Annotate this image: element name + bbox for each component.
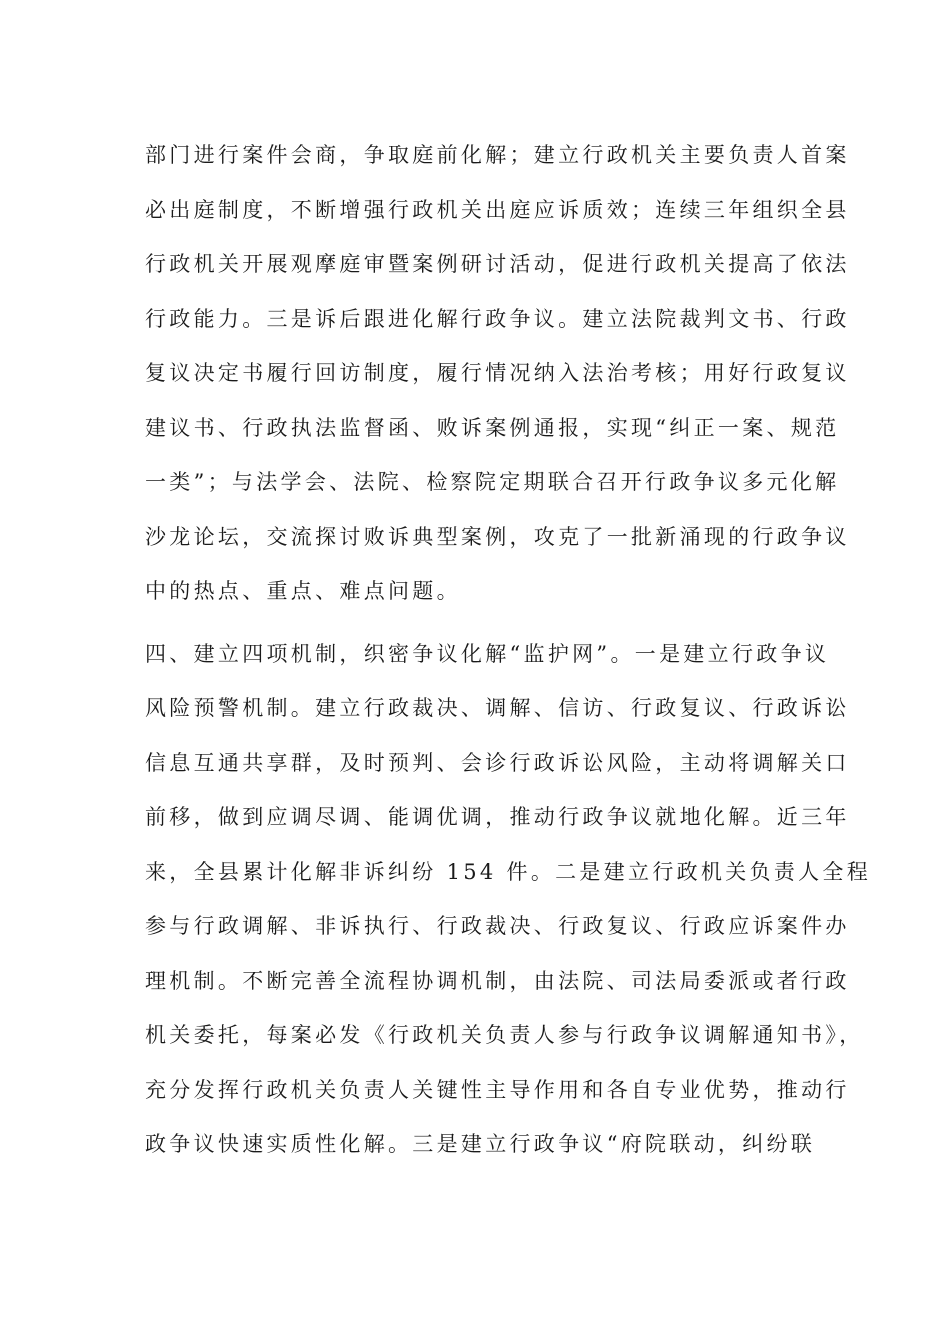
text-line: 部门进行案件会商，争取庭前化解；建立行政机关主要负责人首案 bbox=[145, 143, 850, 167]
text-line: 沙龙论坛，交流探讨败诉典型案例，攻克了一批新涌现的行政争议 bbox=[145, 524, 850, 549]
document-body bbox=[145, 128, 872, 1172]
text-line: 充分发挥行政机关负责人关键性主导作用和各自专业优势，推动行 bbox=[145, 1077, 850, 1102]
text-line: 复议决定书履行回访制度，履行情况纳入法治考核；用好行政复议 bbox=[145, 361, 850, 385]
text-line: 信息互通共享群，及时预判、会诊行政诉讼风险，主动将调解关口 bbox=[145, 750, 850, 775]
text-line: 参与行政调解、非诉执行、行政裁决、行政复议、行政应诉案件办 bbox=[145, 914, 850, 938]
text-line: 行政机关开展观摩庭审暨案例研讨活动，促进行政机关提高了依法 bbox=[145, 252, 850, 276]
text-line: 中的热点、重点、难点问题。 bbox=[145, 579, 461, 603]
text-line: 必出庭制度，不断增强行政机关出庭应诉质效；连续三年组织全县 bbox=[145, 197, 850, 222]
text-line: 机关委托，每案必发《行政机关负责人参与行政争议调解通知书》， bbox=[145, 1023, 864, 1047]
text-line: 行政能力。三是诉后跟进化解行政争议。建立法院裁判文书、行政 bbox=[145, 306, 850, 331]
paragraph bbox=[145, 627, 872, 1172]
text-line: 前移，做到应调尽调、能调优调，推动行政争议就地化解。近三年 bbox=[145, 805, 850, 829]
paragraph bbox=[145, 128, 850, 619]
text-line: 四、建立四项机制，织密争议化解“监护网”。一是建立行政争议 bbox=[145, 641, 830, 666]
paragraph-spacer bbox=[145, 619, 815, 627]
text-line: 理机制。不断完善全流程协调机制，由法院、司法局委派或者行政 bbox=[145, 968, 850, 993]
text-line: 建议书、行政执法监督函、败诉案例通报，实现“纠正一案、规范 bbox=[145, 415, 840, 440]
text-line: 来，全县累计化解非诉纠纷 154 件。二是建立行政机关负责人全程 bbox=[145, 859, 872, 884]
text-line: 政争议快速实质性化解。三是建立行政争议“府院联动，纠纷联 bbox=[145, 1132, 816, 1156]
text-line: 一类”；与法学会、法院、检察院定期联合召开行政争议多元化解 bbox=[145, 470, 840, 494]
text-line: 风险预警机制。建立行政裁决、调解、信访、行政复议、行政诉讼 bbox=[145, 696, 850, 720]
